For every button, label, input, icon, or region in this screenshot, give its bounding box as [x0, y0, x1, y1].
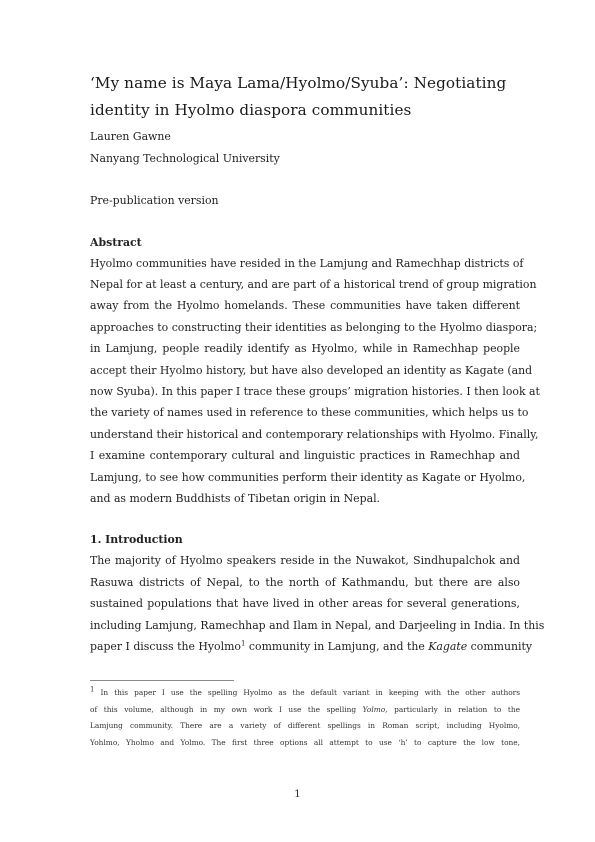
abstract-line: I examine contemporary cultural and linguistic practices in Ramechhap and	[90, 449, 520, 463]
version-note: Pre-publication version	[90, 194, 219, 207]
footnote-text: , particularly in relation to the	[385, 704, 520, 714]
footnote-ref[interactable]: 1	[240, 639, 246, 648]
abstract-line: understand their historical and contemporary relationships with Hyolmo. Finally,	[90, 427, 539, 441]
author-name: Lauren Gawne	[90, 130, 171, 143]
abstract-line: Hyolmo communities have resided in the Lamjung and Ramechhap districts of	[90, 256, 524, 270]
footnotes	[90, 685, 520, 751]
intro-text: community in Lamjung, and the	[245, 640, 429, 653]
section-heading-introduction: 1. Introduction	[90, 533, 183, 547]
abstract-line: accept their Hyolmo history, but have also developed an identity as Kagate (and	[90, 363, 533, 377]
abstract-line: now Syuba). In this paper I trace these groups’ migration histories. I then look at	[90, 384, 540, 398]
abstract-line: in Lamjung, people readily identify as Hyolmo, while in Ramechhap people	[90, 342, 520, 356]
footnote-line: Yohlmo, Yholmo and Yolmo. The first three options all attempt to use ‘h’ to capture the low tone,	[90, 737, 520, 747]
intro-text: community	[467, 640, 533, 653]
intro-line: sustained populations that have lived in other areas for several generations,	[90, 597, 520, 611]
abstract-line: Lamjung, to see how communities perform their identity as Kagate or Hyolmo,	[90, 470, 526, 484]
abstract-line: Nepal for at least a century, and are part of a historical trend of group migration	[90, 277, 537, 291]
intro-line: Rasuwa districts of Nepal, to the north of Kathmandu, but there are also	[90, 575, 520, 589]
intro-line	[90, 636, 533, 657]
abstract-line: and as modern Buddhists of Tibetan origin in Nepal.	[90, 491, 381, 505]
intro-line: including Lamjung, Ramechhap and Ilam in Nepal, and Darjeeling in India. In this	[90, 618, 545, 632]
footnote-line	[90, 702, 520, 719]
abstract-heading: Abstract	[90, 235, 142, 249]
author-affiliation: Nanyang Technological University	[90, 151, 280, 165]
footnote-text: of this volume, although in my own work I use the spelling	[90, 704, 363, 714]
intro-term-kagate: Kagate	[428, 640, 468, 653]
intro-text: paper I discuss the Hyolmo	[90, 640, 241, 653]
abstract-line: approaches to constructing their identities as belonging to the Hyolmo diaspora;	[90, 320, 538, 334]
introduction-body	[90, 550, 545, 657]
footnote-separator	[90, 680, 234, 681]
intro-line: The majority of Hyolmo speakers reside in the Nuwakot, Sindhupalchok and	[90, 554, 520, 568]
footnote-line: Lamjung community. There are a variety of different spellings in Roman script, including Hyolmo,	[90, 721, 520, 731]
footnote-marker: 1	[90, 685, 95, 694]
paper-page	[90, 70, 545, 657]
page-number: 1	[294, 788, 301, 800]
footnote-term-yolmo: Yolmo	[362, 704, 386, 714]
footnote-text: In this paper I use the spelling Hyolmo as the default variant in keeping with the other authors	[94, 688, 520, 697]
paper-title	[90, 70, 520, 124]
abstract-line: the variety of names used in reference to these communities, which helps us to	[90, 406, 529, 420]
title-line-2: identity in Hyolmo diaspora communities	[90, 101, 412, 119]
title-line-1: ‘My name is Maya Lama/Hyolmo/Syuba’: Negotiating	[90, 74, 507, 92]
footnote-line	[90, 685, 520, 702]
abstract-line: away from the Hyolmo homelands. These communities have taken different	[90, 299, 520, 313]
abstract-body	[90, 253, 540, 510]
